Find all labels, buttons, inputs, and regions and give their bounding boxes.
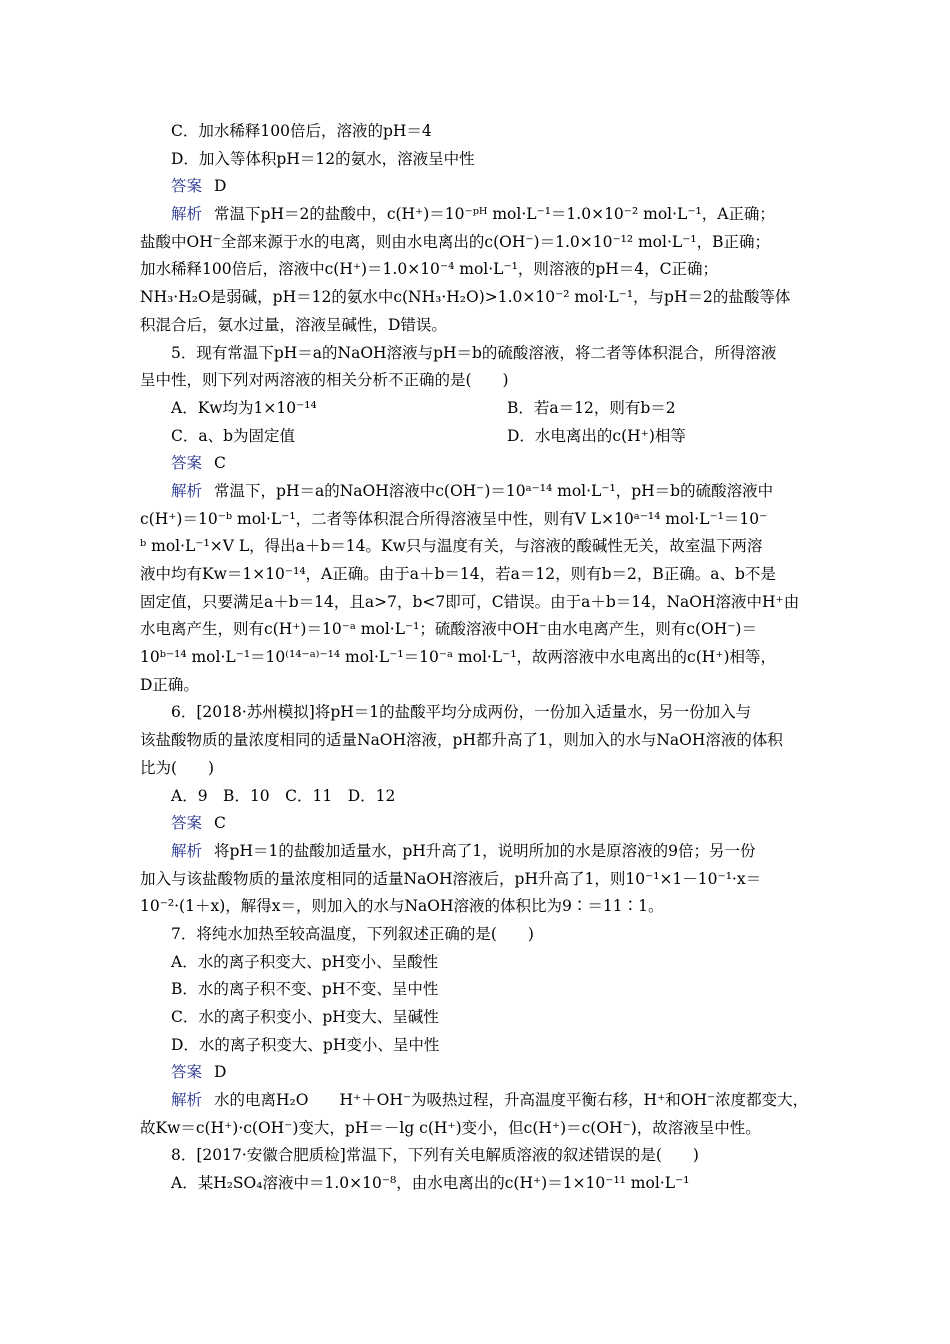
line-text: D．水的离子积变大、pH变小、呈中性 [171,1035,440,1054]
line-text: 水的电离H₂O H⁺＋OH⁻为吸热过程，升高温度平衡右移，H⁺和OH⁻浓度都变大， [214,1091,809,1110]
line-text: C [214,814,226,833]
line-text: 故Kw＝c(H⁺)·c(OH⁻)变大，pH＝－lg c(H⁺)变小，但c(H⁺)＝c(OH⁻)，故溶液呈中性。 [140,1118,761,1137]
text-line [140,1087,820,1115]
text-line [140,893,820,921]
line-text: 液中均有Kw＝1×10⁻¹⁴，A正确。由于a＋b＝14，若a＝12，则有b＝2，B正确。a、b不是 [140,565,776,583]
answer-label: 解析 [171,481,203,500]
line-text: 8．[2017·安徽合肥质检]常温下，下列有关电解质溶液的叙述错误的是( ) [171,1146,699,1165]
line-text: 水电离产生，则有c(H⁺)＝10⁻ᵃ mol·L⁻¹；硫酸溶液中OH⁻由水电离产生，则有c(OH⁻)＝ [140,620,757,639]
text-line [140,1142,820,1170]
line-text: 6．[2018·苏州模拟]将pH＝1的盐酸平均分成两份，一份加入适量水，另一份加入与 [171,703,752,722]
text-line [140,284,820,312]
text-line [140,256,820,284]
text-line [140,561,820,589]
line-text: B．水的离子积不变、pH不变、呈中性 [171,980,439,999]
line-text: D [214,1063,227,1082]
line-text: ᵇ mol·L⁻¹×V L，得出a＋b＝14。Kw只与温度有关，与溶液的酸碱性无关，故室温下两溶 [140,537,763,556]
text-line [140,644,820,672]
line-text: 比为( ) [140,758,215,777]
text-line [140,838,820,866]
text-line [140,173,820,201]
text-line [140,755,820,783]
line-text: A．水的离子积变大、pH变小、呈酸性 [171,952,439,971]
text-line [140,312,820,340]
text-line [140,229,820,257]
text-line [140,699,820,727]
text-line [140,450,820,478]
text-line [140,423,820,451]
text-line [140,367,820,395]
line-text: C．加水稀释100倍后，溶液的pH＝4 [171,122,432,140]
text-line [140,1004,820,1032]
text-line [140,340,820,368]
text-line [140,949,820,977]
line-text: 10ᵇ⁻¹⁴ mol·L⁻¹＝10⁽¹⁴⁻ᵃ⁾⁻¹⁴ mol·L⁻¹＝10⁻ᵃ mol·L⁻¹，故两溶液中水电离出的c(H⁺)相等， [140,648,777,667]
option-text: C．a、b为固定值 [171,426,296,445]
line-text: C [214,454,226,473]
line-text: 7．将纯水加热至较高温度，下列叙述正确的是( ) [171,924,534,943]
text-line [140,1059,820,1087]
line-text: 盐酸中OH⁻全部来源于水的电离，则由水电离出的c(OH⁻)＝1.0×10⁻¹² mol·L⁻¹，B正确； [140,232,770,251]
line-text: NH₃·H₂O是弱碱，pH＝12的氨水中c(NH₃·H₂O)>1.0×10⁻² mol·L⁻¹，与pH＝2的盐酸等体 [140,288,791,307]
text-line [140,727,820,755]
option-text: D．水电离出的c(H⁺)相等 [507,426,686,445]
answer-label: 答案 [171,1063,203,1082]
text-line [140,866,820,894]
line-text: c(H⁺)＝10⁻ᵇ mol·L⁻¹，二者等体积混合所得溶液呈中性，则有V L×10ᵃ⁻¹⁴ mol·L⁻¹＝10⁻ [140,509,768,528]
line-text: A．某H₂SO₄溶液中＝1.0×10⁻⁸，由水电离出的c(H⁺)＝1×10⁻¹¹ mol·L⁻¹ [171,1174,690,1193]
text-line [140,146,820,174]
text-line [140,921,820,949]
line-text: 呈中性，则下列对两溶液的相关分析不正确的是( ) [140,371,509,390]
line-text: 5．现有常温下pH＝a的NaOH溶液与pH＝b的硫酸溶液，将二者等体积混合，所得溶液 [171,343,777,362]
text-line [140,1170,820,1198]
line-text: 固定值，只要满足a＋b＝14，且a>7，b<7即可，C错误。由于a＋b＝14，NaOH溶液中H⁺由 [140,592,800,611]
text-line [140,118,820,146]
line-text: D [214,177,227,196]
line-text: A．9 B．10 C．11 D．12 [171,786,396,805]
line-text: 常温下pH＝2的盐酸中，c(H⁺)＝10⁻ᵖᴴ mol·L⁻¹＝1.0×10⁻² mol·L⁻¹，A正确； [214,205,775,224]
text-line [140,1115,820,1143]
line-text: 将pH＝1的盐酸加适量水，pH升高了1，说明所加的水是原溶液的9倍；另一份 [214,841,756,860]
answer-label: 解析 [171,205,203,224]
line-text: D．加入等体积pH＝12的氨水，溶液呈中性 [171,149,475,168]
line-text: 常温下，pH＝a的NaOH溶液中c(OH⁻)＝10ᵃ⁻¹⁴ mol·L⁻¹，pH＝b的硫酸溶液中 [214,481,774,500]
text-line [140,810,820,838]
answer-label: 答案 [171,177,203,196]
text-line [140,672,820,700]
text-line [140,533,820,561]
option-text: B．若a＝12，则有b＝2 [507,398,676,417]
line-text: D正确。 [140,675,199,694]
text-line [140,589,820,617]
line-text: 该盐酸物质的量浓度相同的适量NaOH溶液，pH都升高了1，则加入的水与NaOH溶液的体积 [140,731,783,750]
answer-label: 答案 [171,814,203,833]
line-text: 10⁻²·(1＋x)，解得x＝，则加入的水与NaOH溶液的体积比为9∶＝11∶1。 [140,897,664,916]
line-text: 积混合后，氨水过量，溶液呈碱性，D错误。 [140,315,447,334]
answer-label: 答案 [171,454,203,473]
text-line [140,506,820,534]
text-line [140,478,820,506]
option-text: A．Kw均为1×10⁻¹⁴ [171,398,317,417]
text-line [140,201,820,229]
answer-label: 解析 [171,1091,203,1110]
line-text: 加水稀释100倍后，溶液中c(H⁺)＝1.0×10⁻⁴ mol·L⁻¹，则溶液的pH＝4，C正确； [140,260,719,279]
line-text: C．水的离子积变小、pH变大、呈碱性 [171,1008,439,1026]
document-page [140,118,820,1198]
line-text: 加入与该盐酸物质的量浓度相同的适量NaOH溶液后，pH升高了1，则10⁻¹×1－10⁻¹·x＝ [140,869,762,888]
text-line [140,1032,820,1060]
answer-label: 解析 [171,841,203,860]
text-line [140,395,820,423]
text-line [140,616,820,644]
text-line [140,783,820,811]
text-line [140,976,820,1004]
